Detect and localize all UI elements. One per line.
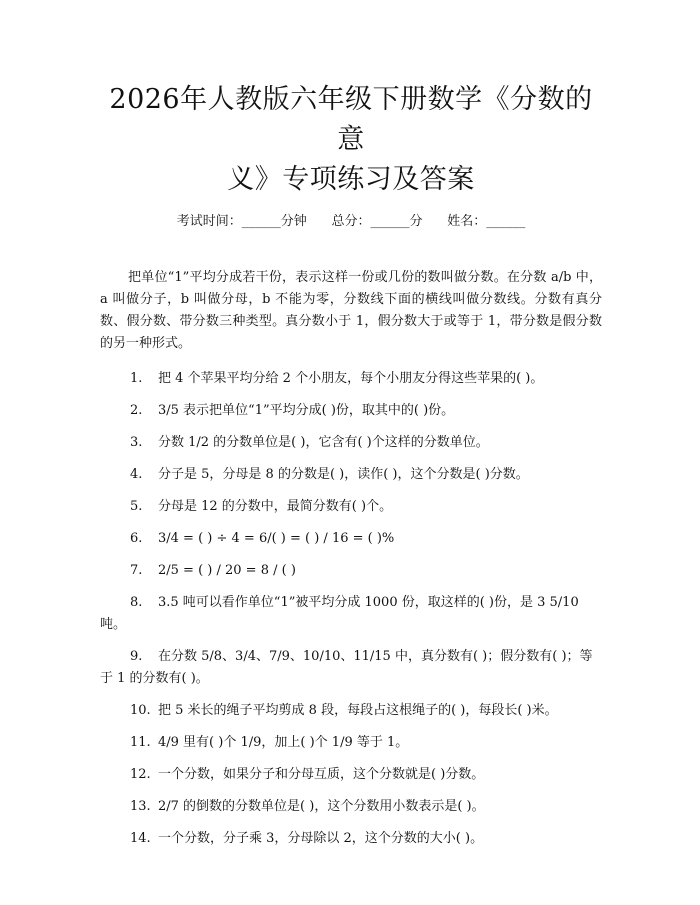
question-2 <box>100 400 602 422</box>
question-14 <box>100 828 602 850</box>
question-number: 3. <box>130 435 143 450</box>
question-6 <box>100 528 602 550</box>
document-title <box>100 0 602 200</box>
question-number: 5. <box>130 499 143 514</box>
question-number: 13. <box>130 799 151 814</box>
question-number: 9. <box>130 649 143 664</box>
question-number: 7. <box>130 563 143 578</box>
question-7 <box>100 560 602 582</box>
question-text: 在分数 5/8、3/4、7/9、10/10、11/15 中，真分数有( )；假分数有( )；等于 1 的分数有( )。 <box>100 649 593 686</box>
question-list <box>100 368 602 850</box>
question-number: 2. <box>130 403 143 418</box>
title-line-1: 2026年人教版六年级下册数学《分数的意 <box>109 84 593 155</box>
question-text: 2/5 = ( ) / 20 = 8 / ( ) <box>158 563 296 578</box>
question-number: 10. <box>130 703 151 718</box>
question-text: 把 4 个苹果平均分给 2 个小朋友，每个小朋友分得这些苹果的( )。 <box>158 371 544 386</box>
question-8 <box>100 592 602 636</box>
question-number: 11. <box>130 735 151 750</box>
question-13 <box>100 796 602 818</box>
question-11 <box>100 732 602 754</box>
question-text: 分数 1/2 的分数单位是( )，它含有( )个这样的分数单位。 <box>158 435 489 450</box>
exam-info-line: 考试时间：______分钟 总分：______分 姓名：______ <box>176 214 526 229</box>
title-line-2: 义》专项练习及答案 <box>227 164 475 195</box>
question-9 <box>100 646 602 690</box>
question-text: 一个分数，分子乘 3，分母除以 2，这个分数的大小( )。 <box>158 831 484 846</box>
question-text: 3/4 = ( ) ÷ 4 = 6/( ) = ( ) / 16 = ( )% <box>158 531 395 546</box>
intro-paragraph: 把单位“1”平均分成若干份，表示这样一份或几份的数叫做分数。在分数 a/b 中，a 叫做分子，b 叫做分母，b 不能为零，分数线下面的横线叫做分数线。分数有真分数、假分数、带分数三种类型。真分数小于 1，假分数大于或等于 1，带分数是假分数的另一种形式。 <box>100 270 602 351</box>
question-text: 3.5 吨可以看作单位“1”被平均分成 1000 份，取这样的( )份，是 3 5/10 吨。 <box>100 595 579 632</box>
question-number: 4. <box>130 467 143 482</box>
question-4 <box>100 464 602 486</box>
question-number: 6. <box>130 531 143 546</box>
question-3 <box>100 432 602 454</box>
question-10 <box>100 700 602 722</box>
question-number: 12. <box>130 767 151 782</box>
question-12 <box>100 764 602 786</box>
question-5 <box>100 496 602 518</box>
question-text: 把 5 米长的绳子平均剪成 8 段，每段占这根绳子的( )，每段长( )米。 <box>158 703 558 718</box>
question-number: 14. <box>130 831 151 846</box>
question-number: 8. <box>130 595 143 610</box>
question-text: 2/7 的倒数的分数单位是( )，这个分数用小数表示是( )。 <box>158 799 485 814</box>
question-text: 分子是 5，分母是 8 的分数是( )，读作( )，这个分数是( )分数。 <box>158 467 529 482</box>
question-number: 1. <box>130 371 143 386</box>
question-text: 分母是 12 的分数中，最简分数有( )个。 <box>158 499 393 514</box>
question-text: 一个分数，如果分子和分母互质，这个分数就是( )分数。 <box>158 767 485 782</box>
question-text: 3/5 表示把单位“1”平均分成( )份，取其中的( )份。 <box>158 403 455 418</box>
question-1 <box>100 368 602 390</box>
question-text: 4/9 里有( )个 1/9，加上( )个 1/9 等于 1。 <box>158 735 409 750</box>
